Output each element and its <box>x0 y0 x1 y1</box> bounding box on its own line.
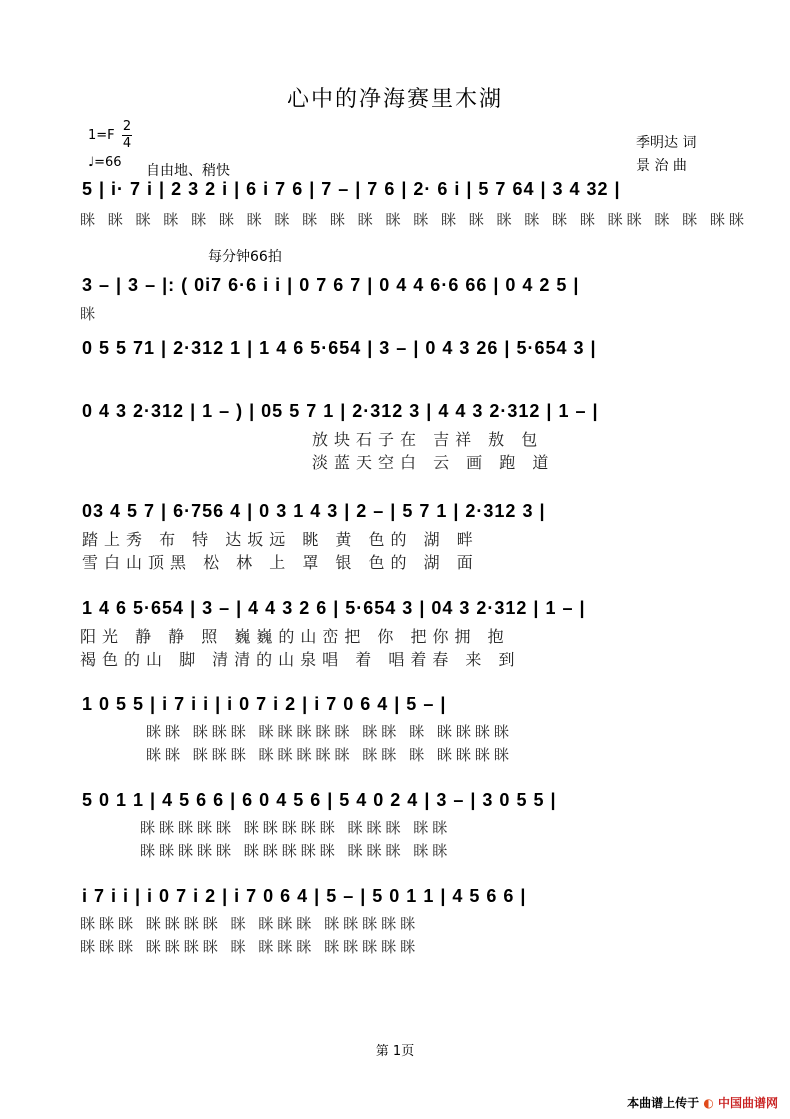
score-row-7: 1 0 5 5 | i 7 i i | i 0 7 i 2 | i 7 0 6 4 | 5 – | <box>82 694 447 714</box>
score-row-8: 5 0 1 1 | 4 5 6 6 | 6 0 4 5 6 | 5 4 0 2 4 | 3 – | 3 0 5 5 | <box>82 790 557 810</box>
lyrics-row-2: 眯 <box>80 305 100 323</box>
composer-credit: 景 治 曲 <box>636 158 687 174</box>
score-row-3: 0 5 5 71 | 2·312 1 | 1 4 6 5·654 | 3 – | 0 4 3 26 | 5·654 3 | <box>82 338 597 358</box>
score-row-5: 03 4 5 7 | 6·756 4 | 0 3 1 4 3 | 2 – | 5 7 1 | 2·312 3 | <box>82 501 546 521</box>
site-brand[interactable]: 中国曲谱网 <box>717 1096 778 1110</box>
upload-credit <box>627 1094 778 1111</box>
score-row-4: 0 4 3 2·312 | 1 – ) | 05 5 7 1 | 2·312 3 | 4 4 3 2·312 | 1 – | <box>82 401 599 421</box>
time-signature-bottom: 4 <box>122 136 132 151</box>
time-signature-top: 2 <box>122 119 132 134</box>
lyrics-row-1: 眯 眯 眯 眯 眯 眯 眯 眯 眯 眯 眯 眯 眯 眯 眯 眯 眯 眯 眯 眯眯 眯 眯 眯眯 <box>80 211 748 229</box>
tempo-marking: ♩=66 <box>88 155 122 170</box>
expression-marking: 自由地、稍快 <box>146 163 230 179</box>
lyrics-row-4-verse-2: 淡蓝天空白 云 画 跑 道 <box>312 453 555 472</box>
lyrics-row-5-verse-1: 踏上秀 布 特 达坂远 眺 黄 色的 湖 畔 <box>82 530 479 549</box>
lyrics-row-7-verse-2: 眯眯 眯眯眯 眯眯眯眯眯 眯眯 眯 眯眯眯眯 <box>146 746 513 764</box>
time-signature <box>122 120 132 151</box>
lyrics-row-8-verse-2: 眯眯眯眯眯 眯眯眯眯眯 眯眯眯 眯眯 <box>140 842 452 860</box>
lyrics-row-8-verse-1: 眯眯眯眯眯 眯眯眯眯眯 眯眯眯 眯眯 <box>140 819 452 837</box>
lyrics-row-4-verse-1: 放块石子在 吉祥 敖 包 <box>312 430 544 449</box>
score-row-6: 1 4 6 5·654 | 3 – | 4 4 3 2 6 | 5·654 3 | 04 3 2·312 | 1 – | <box>82 598 586 618</box>
key-signature: 1=F <box>88 128 115 143</box>
lyrics-row-9-verse-1: 眯眯眯 眯眯眯眯 眯 眯眯眯 眯眯眯眯眯 <box>80 915 420 933</box>
score-row-2: 3 – | 3 – |: ( 0i7 6·6 i i | 0 7 6 7 | 0 4 4 6·6 66 | 0 4 2 5 | <box>82 275 580 295</box>
site-logo-icon: ◐ <box>703 1096 714 1110</box>
lyrics-row-6-verse-2: 褐色的山 脚 清清的山泉唱 着 唱着春 来 到 <box>80 650 521 669</box>
page-title: 心中的净海赛里木湖 <box>286 87 503 112</box>
tempo-change-marking: 每分钟66拍 <box>208 249 282 265</box>
lyrics-row-7-verse-1: 眯眯 眯眯眯 眯眯眯眯眯 眯眯 眯 眯眯眯眯 <box>146 723 513 741</box>
upload-label: 本曲谱上传于 <box>627 1096 700 1110</box>
lyricist-credit: 季明达 词 <box>636 135 697 151</box>
page-number: 第 1页 <box>375 1044 415 1059</box>
lyrics-row-9-verse-2: 眯眯眯 眯眯眯眯 眯 眯眯眯 眯眯眯眯眯 <box>80 938 420 956</box>
score-row-9: i 7 i i | i 0 7 i 2 | i 7 0 6 4 | 5 – | 5 0 1 1 | 4 5 6 6 | <box>82 886 527 906</box>
score-row-1: 5 | i· 7 i | 2 3 2 i | 6 i 7 6 | 7 – | 7 6 | 2· 6 i | 5 7 64 | 3 4 32 | <box>82 179 621 199</box>
lyrics-row-6-verse-1: 阳光 静 静 照 巍巍的山峦把 你 把你拥 抱 <box>80 627 510 646</box>
lyrics-row-5-verse-2: 雪白山顶黑 松 林 上 罩 银 色的 湖 面 <box>82 553 479 572</box>
